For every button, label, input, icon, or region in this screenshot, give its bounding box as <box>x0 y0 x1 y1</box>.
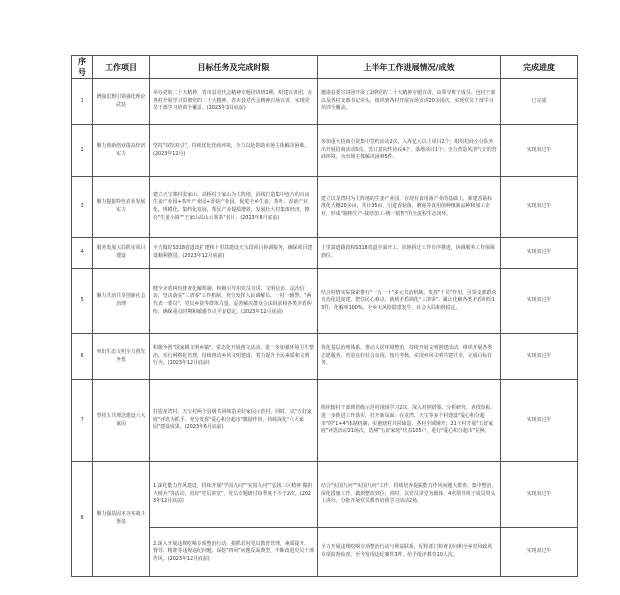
row-status: 已完成 <box>501 79 578 125</box>
row-status: 实现双过半 <box>501 334 578 380</box>
row-project: 坚持五共理念建设六大家园 <box>93 380 150 462</box>
table-row <box>72 125 578 177</box>
row-status: 实现双过半 <box>501 238 578 269</box>
row-index: 8 <box>72 462 93 577</box>
row-progress: 组织辖村干部到省级示范村现场学习2次，深入对照借鉴、分析研究，查找短板，进一步推进工作落实，打开新局面；在龙湾、天宝等多个村建设"爱心积分超市"的"1+4"体制机制；实施辖村共同缔造，各村全域铺开；21个村开展"五好家庭"评选活动21场次，选树"五好家庭"代表105户，进行"爱心积分超市"兑换。 <box>318 380 501 462</box>
row-progress: 结合村情实际探索推行"一五一十"多元共治机制，发挥"十员"作用，引领支部群众自治化进度建，把住民心难点，就到矛盾调化"三清零"，累计化解各类矛盾纠纷13件，化解率100%，全乡无风险隐患发生，社会大局和谐稳定。 <box>318 269 501 334</box>
table-row <box>72 334 578 380</box>
table-row <box>72 238 578 269</box>
row-progress: 邀请县委宣讲团开展了2期党的二十大精神专题宣讲，由领导班子成员、包村干部以及各村支部书记牵头，组织到各村开展百场宣讲20余场次，实现党员干部学习培训全覆盖。 <box>318 79 501 125</box>
row-index: 7 <box>72 380 93 462</box>
row-index: 1 <box>72 79 93 125</box>
row-status: 实现双过半 <box>501 380 578 462</box>
table-header-row <box>72 56 578 79</box>
table-row <box>72 462 578 528</box>
row-progress: 参加重大招商引资集中签约活动2次，入库亿元以上项目2个；组织招商小分队外出开展招商活动5次，签订意向性协议4个，落地项目1个；全力营造风清气正的营商环境，为市场主体解决困难5件。 <box>318 125 501 177</box>
row-goal: 举办党的二十大精神、省市县党代会精神专题培训班1期，组建宣讲团，在各村开展学习贯彻党的二十大精神、省市县党代会精神百场宣讲，实现党员干部学习培训全覆盖。(2023年3月底前) <box>150 79 318 125</box>
row-status: 实现双过半 <box>501 269 578 334</box>
row-progress: 结合"实国九问""实国九问"工作，持续培养提振能力作风问题大排查、集中整治、深化措施工作，做到整改到位；同时，以党员讲堂为载体，4名领导班子成员带头上讲台，分批开展党员教育培训学习活动2场。 <box>318 462 501 528</box>
row-goal: 积极争创"国家级文明乡镇"，常态化开展创文活动，进一步加强环境卫生整治、实行网格化管理，持续推动乡风文明建设，着力提升全民素质和文明行为。(2023年12月底前) <box>150 334 318 380</box>
table-row <box>72 79 578 125</box>
row-goal: 坚持"双招双引"，持续优化营商环境，全力以赴帮助市场主体解决困难。(2023年12月) <box>150 125 318 177</box>
row-index: 6 <box>72 334 93 380</box>
table-row <box>72 380 578 462</box>
row-project: 增强思想引领强化理论武装 <box>93 79 150 125</box>
row-status: 实现双过半 <box>501 462 578 528</box>
row-progress: 优化基层治理体系，推动人居环境整治，持续开展文明创建活动，组织开展各类志愿服务，营造良好社会氛围，按月考核，实现乡风文明共建共享，完成目标任务。 <box>318 334 501 380</box>
row-project: 聚力强基固本夯实战斗堡垒 <box>93 462 150 577</box>
work-progress-table <box>71 55 578 577</box>
header-progress: 上半年工作进展情况/成效 <box>318 56 501 79</box>
row-status: 实现双过半 <box>501 177 578 238</box>
header-status: 完成进度 <box>501 56 578 79</box>
table-row <box>72 269 578 334</box>
table-row <box>72 177 578 238</box>
row-goal: 2.深入开展违规吃喝专项整治行动，狠抓农村党员教育管理，素质提升、督导、精准等违规违纪问题，深挖"四风"问题反面典型，不断改进党员干部作风。(2023年12月底前) <box>150 528 318 577</box>
row-index: 3 <box>72 177 93 238</box>
row-project: 服务发展大局抓实项目建设 <box>93 238 150 269</box>
row-project: 聚力创新创业提高经济实力 <box>93 125 150 177</box>
row-index: 4 <box>72 238 93 269</box>
row-goal: 健全矛盾纠纷排查化解机制，积极引导用党员宣讲、文明信访、法治信访，坚决落实"三清零"工作机制，充分发挥人民调解员、一村一辅警、"两代表一委员"、党员乡贤等群体力量，妥善解决群众合法诉求和各类矛盾纠纷，确保重点时期和敏感节点平安稳定。(2023年12月底前) <box>150 269 318 334</box>
row-project: 聚力提振特色农业发展实力 <box>93 177 150 238</box>
row-project: 聚力共治共享创新社会治理 <box>93 269 150 334</box>
row-goal: 打造龙湾村、天宝村两个县级共同缔造美好家园示范村，同时，以"五好家庭"评选为抓手，充分发挥"爱心积分超市"激励作用，持续深化"六大家园"建设成果。(2023年6月底前) <box>150 380 318 462</box>
row-status: 实现双过半 <box>501 528 578 577</box>
row-progress: 全力开展违规吃喝专项整治行动与利益联系，纪检部门检查访问和全乡党风政风专项监督检查，至今发现违纪案件3件，给予批评教育10人次。 <box>318 528 501 577</box>
row-goal: 全力做好S318省道改扩建和十里蒿建设天宝段项目协调服务，确保项目建设顺利推进。(2023年12月底前) <box>150 238 318 269</box>
row-progress: 十里蒿道路段和S318省道全面开工，征地拆迁工作有序推进，协调服务工作保障到位。 <box>318 238 501 269</box>
header-goal: 目标任务及完成时限 <box>150 56 318 79</box>
row-project: 突出生态文明全力创先争优 <box>93 334 150 380</box>
row-progress: 建立以龙湾村为主阵地的生姜产业园，在现有食用菌产业的基础上，新建香菇标准化大棚20余亩，共计35亩，引进香菇菌、蘑菇等食用菌种植新品种和加工企业，形成"制棒生产-栽培加工-统一销售"的全流程生态闭环。 <box>318 177 501 238</box>
header-project: 工作项目 <box>93 56 150 79</box>
row-index: 2 <box>72 125 93 177</box>
row-status: 实现双过半 <box>501 125 578 177</box>
row-goal: 1.深化能力作风建设，持续开展"学国九问""实国九问""弘扬三区精神 做担大榜兵"等活动，用好"党员讲堂"，党员专题研讨每季度不少于2次。(2023年12月底前) <box>150 462 318 528</box>
row-index: 5 <box>72 269 93 334</box>
row-goal: 建立天宝寨村张家山、高桥村王家山为主阵地，沿线打造集中连片的百亩生姜产业园+茶叶产业园+香菇产业园，促进全乡生姜、茶叶、香菇产业化、规模化、集约化发展，帮民产业提质增效，发展壮大村集体经济，擦亮"生姜小镇""王家山高山云雾茶"名片。(2023年8月底前) <box>150 177 318 238</box>
header-index: 序号 <box>72 56 93 79</box>
